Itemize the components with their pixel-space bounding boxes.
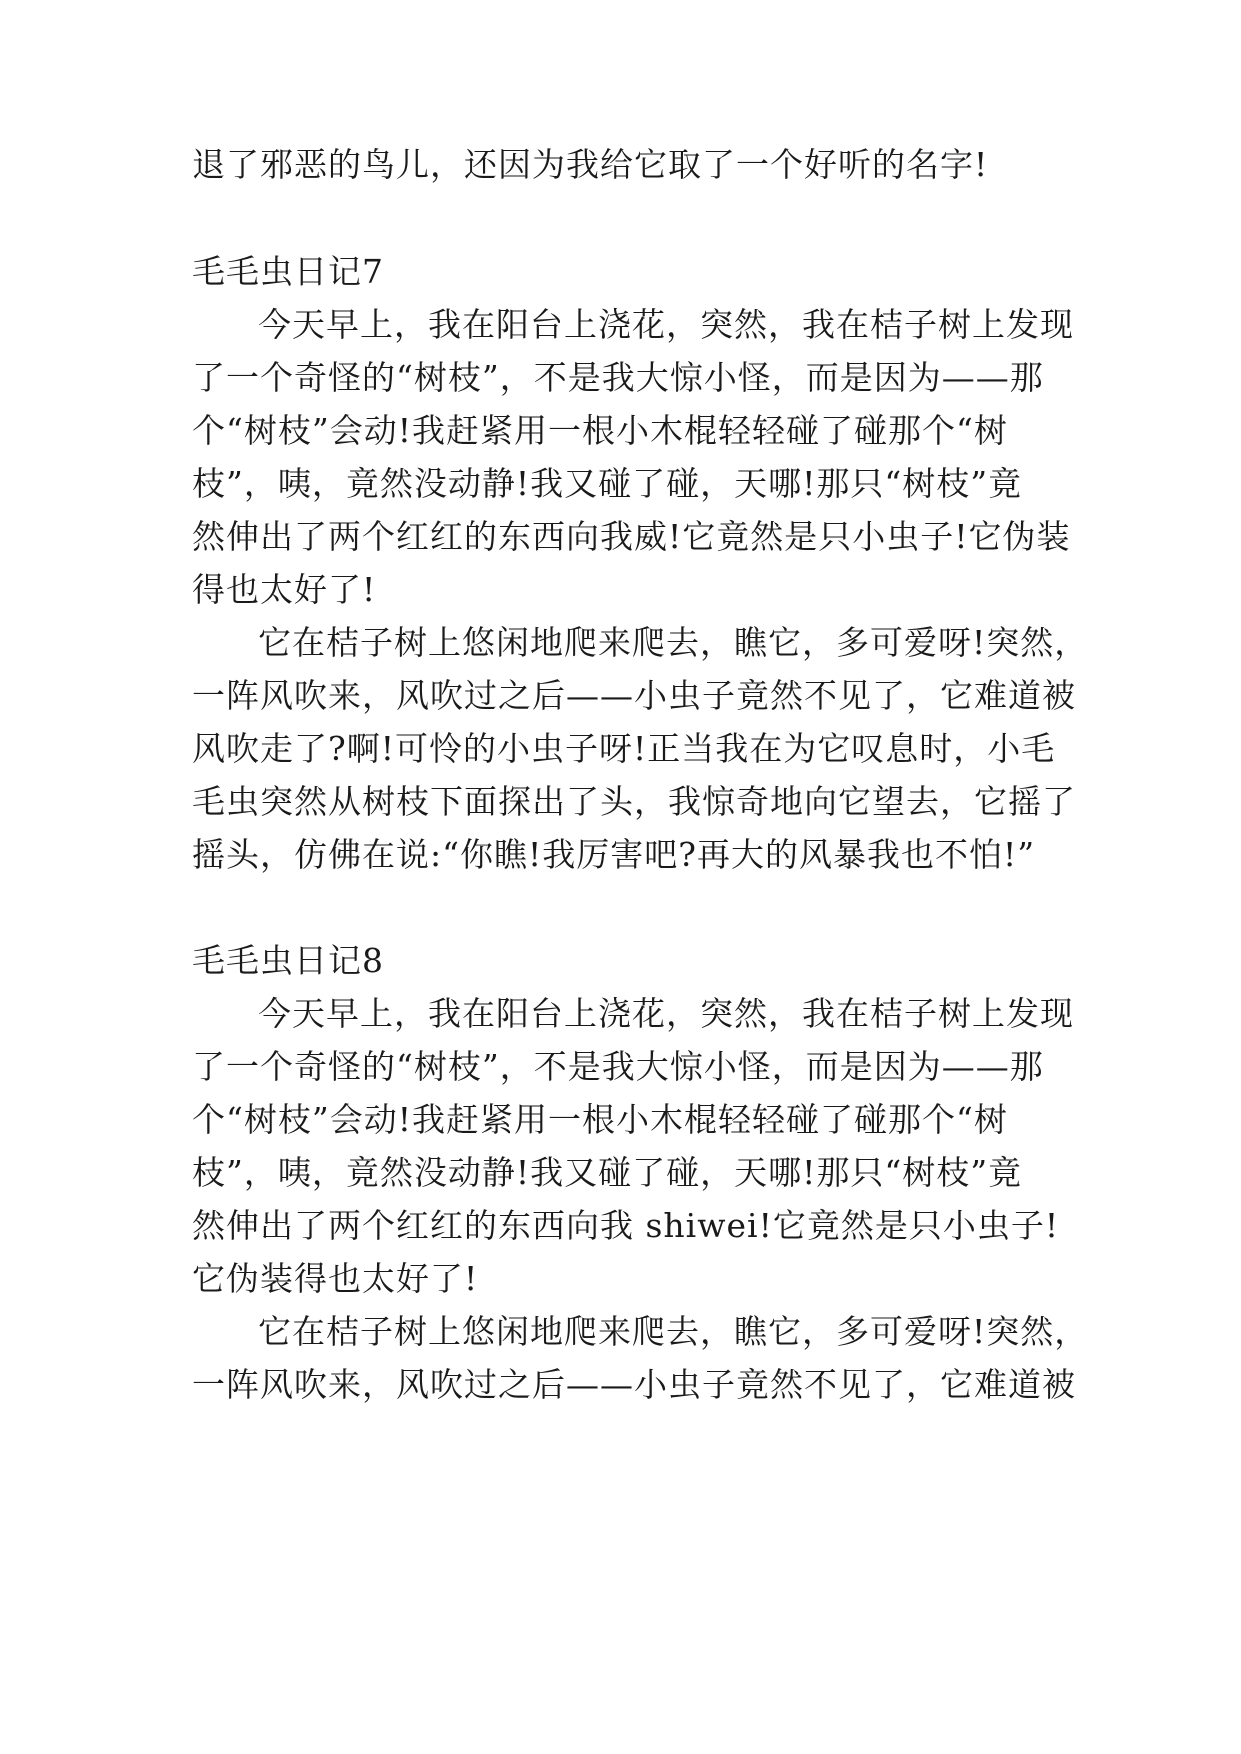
s7-p2-line-1: 它在桔子树上悠闲地爬来爬去，瞧它，多可爱呀!突然， xyxy=(258,623,1089,662)
s7-p1-line-5: 然伸出了两个红红的东西向我威!它竟然是只小虫子!它伪装 xyxy=(192,517,1071,556)
s7-p2-line-5: 摇头，仿佛在说:“你瞧!我厉害吧?再大的风暴我也不怕!” xyxy=(192,835,1036,874)
s7-p2-line-2: 一阵风吹来，风吹过之后——小虫子竟然不见了，它难道被 xyxy=(192,676,1076,715)
s7-p1-line-4: 枝”，咦，竟然没动静!我又碰了碰，天哪!那只“树枝”竟 xyxy=(192,464,1023,503)
s7-p2-line-3: 风吹走了?啊!可怜的小虫子呀!正当我在为它叹息时，小毛 xyxy=(192,729,1056,768)
section-title-8: 毛毛虫日记8 xyxy=(192,941,384,980)
s7-p1-line-2: 了一个奇怪的“树枝”，不是我大惊小怪，而是因为——那 xyxy=(192,358,1044,397)
s7-p1-line-6: 得也太好了! xyxy=(192,570,377,609)
s8-p1-line-1: 今天早上，我在阳台上浇花，突然，我在桔子树上发现 xyxy=(258,994,1074,1033)
s8-p2-line-2: 一阵风吹来，风吹过之后——小虫子竟然不见了，它难道被 xyxy=(192,1365,1076,1404)
section-title-7: 毛毛虫日记7 xyxy=(192,252,384,291)
opening-line: 退了邪恶的鸟儿，还因为我给它取了一个好听的名字! xyxy=(192,145,989,184)
s8-p1-line-2: 了一个奇怪的“树枝”，不是我大惊小怪，而是因为——那 xyxy=(192,1047,1044,1086)
s7-p2-line-4: 毛虫突然从树枝下面探出了头，我惊奇地向它望去，它摇了 xyxy=(192,782,1076,821)
s8-p1-line-6: 它伪装得也太好了! xyxy=(192,1259,479,1298)
s7-p1-line-1: 今天早上，我在阳台上浇花，突然，我在桔子树上发现 xyxy=(258,305,1074,344)
s8-p1-line-3: 个“树枝”会动!我赶紧用一根小木棍轻轻碰了碰那个“树 xyxy=(192,1100,1008,1139)
s8-p1-line-5: 然伸出了两个红红的东西向我 shiwei!它竟然是只小虫子! xyxy=(192,1206,1060,1245)
s8-p2-line-1: 它在桔子树上悠闲地爬来爬去，瞧它，多可爱呀!突然， xyxy=(258,1312,1089,1351)
s8-p1-line-4: 枝”，咦，竟然没动静!我又碰了碰，天哪!那只“树枝”竟 xyxy=(192,1153,1023,1192)
s7-p1-line-3: 个“树枝”会动!我赶紧用一根小木棍轻轻碰了碰那个“树 xyxy=(192,411,1008,450)
